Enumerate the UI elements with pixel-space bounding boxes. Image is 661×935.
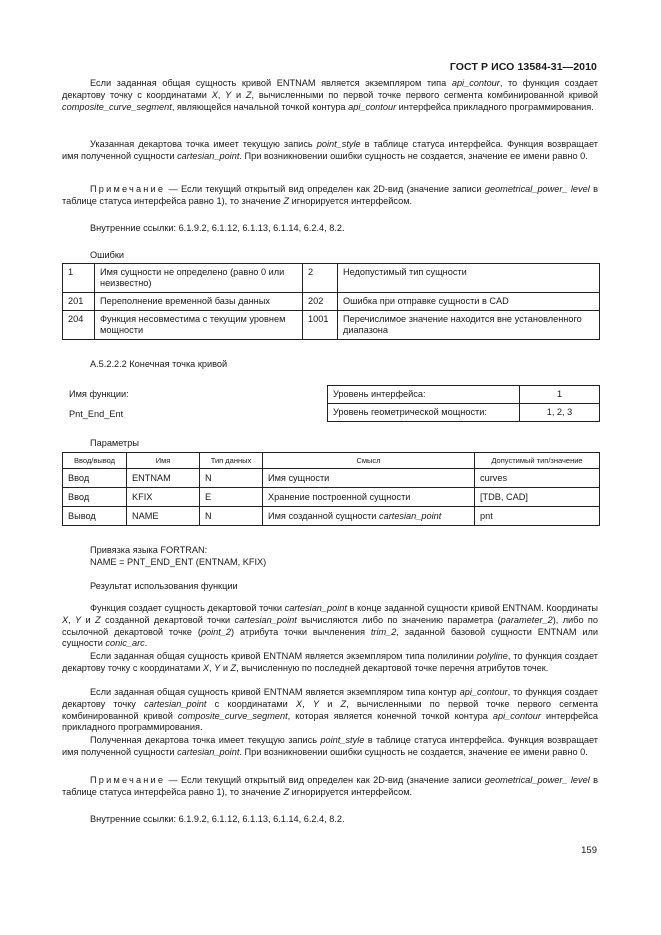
level-value: 1 (520, 386, 600, 404)
param-type: N (200, 469, 263, 488)
param-meaning: Имя сущности (263, 469, 475, 488)
errors-table (62, 263, 600, 340)
error-code: 201 (63, 293, 95, 311)
table-row (63, 293, 600, 311)
param-io: Вывод (63, 507, 127, 526)
result-paragraph-1: Функция создает сущность декартовой точки cartesian_point в конце заданной сущности кривой ENTNAM. Координаты X, Y и Z созданной декартовой точки cartesian_point вычисляются либо по значению параметра (parameter_2), либо по ссылочной декартовой точке (point_2) атрибута точки вычленения trim_2, заданной базовой сущности ENTNAM или сущности conic_arc. (62, 603, 599, 649)
table-row (63, 507, 600, 526)
error-message: Перечислимое значение находится вне установленного диапазона (338, 311, 600, 340)
param-type: N (200, 507, 263, 526)
page-number: 159 (581, 845, 597, 856)
intro-paragraph-2: Указанная декартова точка имеет текущую запись point_style в таблице статуса интерфейса. Функция возвращает имя полученной сущности cartesian_point. При возникновении ошибки сущность не создается, значение ее имени равно 0. (62, 139, 598, 161)
fortran-title: Привязка языка FORTRAN: (90, 545, 208, 555)
error-message: Переполнение временной базы данных (95, 293, 303, 311)
result-paragraph-3: Если заданная общая сущность кривой ENTNAM является экземпляром типа контур api_contour, то функция создает декартову точку cartesian_point с координатами X, Y и Z, вычисленными по первой точке первого сегмента комбинированной кривой composite_curve_segment, которая является конечной точкой контура api_contour интерфейса прикладного программирования. (62, 687, 598, 733)
error-message: Недопустимый тип сущности (338, 264, 600, 293)
param-allowed: [TDB, CAD] (475, 488, 600, 507)
levels-table (327, 385, 600, 422)
column-header: Смысл (263, 453, 475, 469)
section-title: А.5.2.2.2 Конечная точка кривой (90, 359, 228, 369)
result-paragraph-2: Если заданная общая сущность кривой ENTNAM является экземпляром типа полилинии polyline, то функция создает декартову точку с координатами X, Y и Z, вычисленную по последней декартовой точке перечня атрибутов точек. (62, 651, 598, 673)
level-label: Уровень геометрической мощности: (328, 404, 520, 422)
param-type: E (200, 488, 263, 507)
param-io: Ввод (63, 488, 127, 507)
table-row (63, 488, 600, 507)
standard-header: ГОСТ Р ИСО 13584-31—2010 (449, 61, 597, 73)
errors-title: Ошибки (90, 250, 125, 260)
table-row (328, 386, 600, 404)
param-allowed: curves (475, 469, 600, 488)
function-name-label: Имя функции: (69, 389, 129, 399)
column-header: Допустимый тип/значение (475, 453, 600, 469)
level-value: 1, 2, 3 (520, 404, 600, 422)
result-note: Примечание — Если текущий открытый вид определен как 2D-вид (значение записи geometrical_power_ level в таблице статуса интерфейса равно 1), то значение Z игнорируется интерфейсом. (62, 775, 598, 797)
error-message: Имя сущности не определено (равно 0 или неизвестно) (95, 264, 303, 293)
result-paragraph-4: Полученная декартова точка имеет текущую запись point_style в таблице статуса интерфейса. Функция возвращает имя полученной сущности cartesian_point. При возникновении ошибки сущность не создается, значение ее имени равно 0. (62, 735, 598, 757)
param-io: Ввод (63, 469, 127, 488)
error-code: 1001 (303, 311, 338, 340)
table-row (63, 264, 600, 293)
intro-paragraph-1: Если заданная общая сущность кривой ENTNAM является экземпляром типа api_contour, то функция создает декартову точку с координатами X, Y и Z, вычисленными по первой точке первого сегмента комбинированной кривой composite_curve_segment, являющейся начальной точкой контура api_contour интерфейса прикладного программирования. (62, 78, 599, 112)
params-table (62, 452, 600, 526)
table-row (63, 469, 600, 488)
param-meaning: Имя созданной сущности cartesian_point (263, 507, 475, 526)
intro-internal-refs: Внутренние ссылки: 6.1.9.2, 6.1.12, 6.1.13, 6.1.14, 6.2.4, 8.2. (90, 223, 345, 233)
level-label: Уровень интерфейса: (328, 386, 520, 404)
result-title: Результат использования функции (90, 581, 238, 591)
intro-note: Примечание — Если текущий открытый вид определен как 2D-вид (значение записи geometrical_power_ level в таблице статуса интерфейса равно 1), то значение Z игнорируется интерфейсом. (62, 184, 598, 206)
column-header: Имя (127, 453, 200, 469)
fortran-code: NAME = PNT_END_ENT (ENTNAM, KFIX) (90, 557, 267, 567)
param-name: NAME (127, 507, 200, 526)
table-row (63, 311, 600, 340)
error-code: 202 (303, 293, 338, 311)
table-header-row (63, 453, 600, 469)
column-header: Тип данных (200, 453, 263, 469)
params-title: Параметры (90, 438, 139, 448)
error-message: Функция несовместима с текущим уровнем мощности (95, 311, 303, 340)
error-code: 1 (63, 264, 95, 293)
error-code: 2 (303, 264, 338, 293)
param-name: ENTNAM (127, 469, 200, 488)
function-name-value: Pnt_End_Ent (69, 409, 124, 419)
error-code: 204 (63, 311, 95, 340)
error-message: Ошибка при отправке сущности в CAD (338, 293, 600, 311)
param-allowed: pnt (475, 507, 600, 526)
column-header: Ввод/вывод (63, 453, 127, 469)
param-name: KFIX (127, 488, 200, 507)
table-row (328, 404, 600, 422)
result-internal-refs: Внутренние ссылки: 6.1.9.2, 6.1.12, 6.1.13, 6.1.14, 6.2.4, 8.2. (90, 814, 345, 824)
param-meaning: Хранение построенной сущности (263, 488, 475, 507)
